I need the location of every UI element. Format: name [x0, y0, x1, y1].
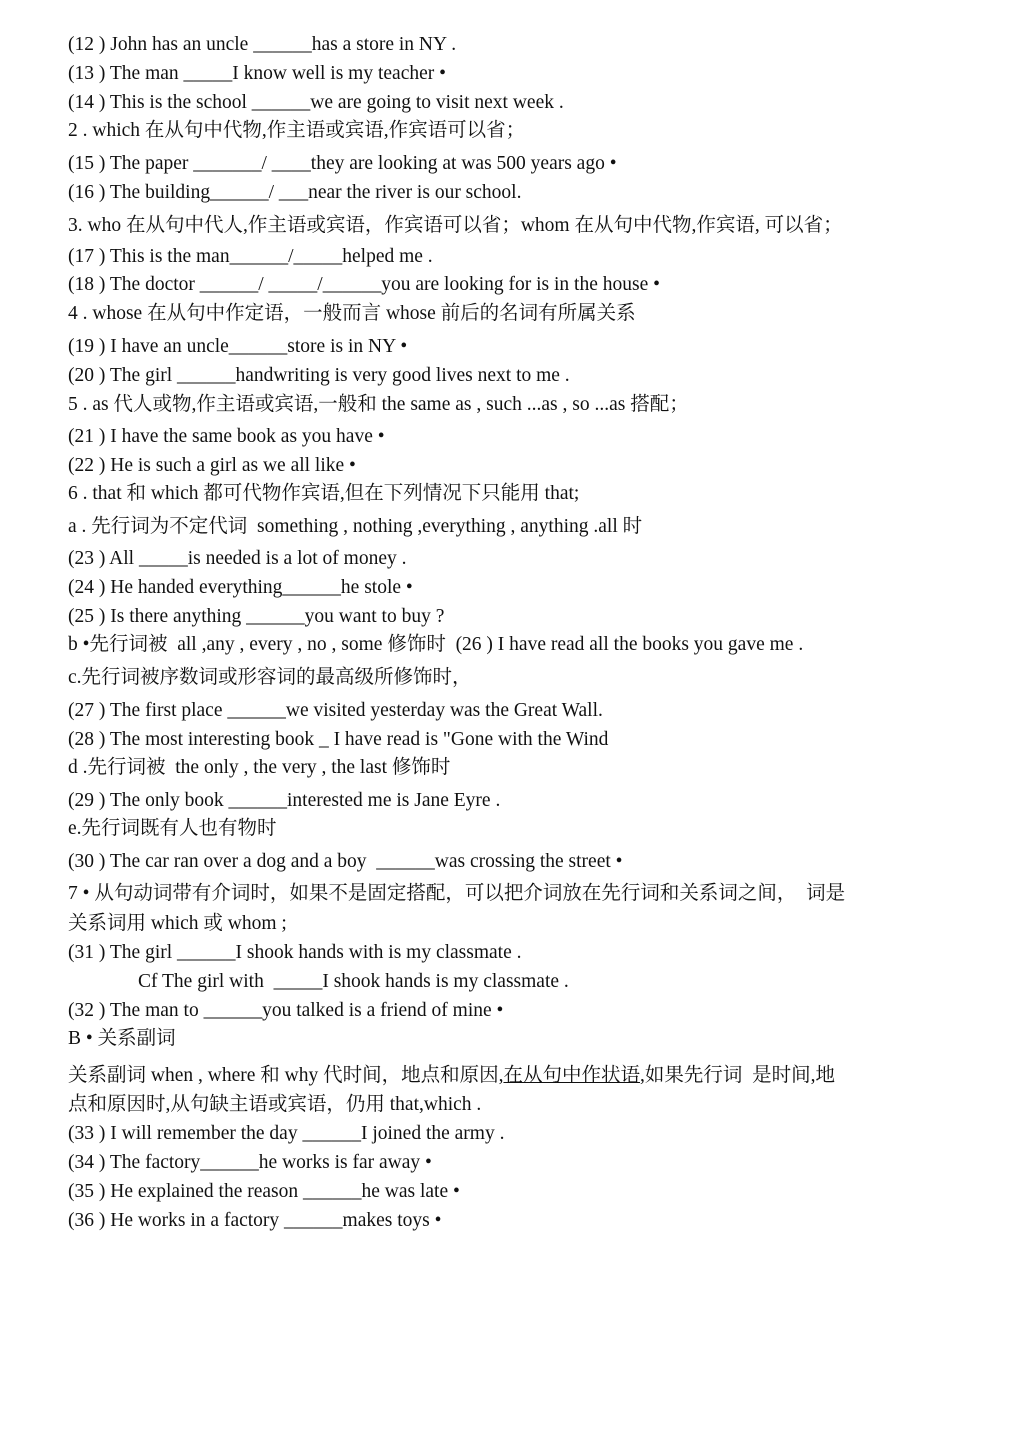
exercise-17: (17 ) This is the man______/_____helped me . [68, 246, 433, 267]
exercise-12: (12 ) John has an uncle ______has a store in NY . [68, 34, 457, 55]
exercise-28: (28 ) The most interesting book _ I have read is "Gone with the Wind [68, 729, 609, 750]
exercise-18: (18 ) The doctor ______/ _____/______you are looking for is in the house • [68, 274, 660, 295]
adverb-intro-line2: 点和原因时,从句缺主语或宾语，仍用 that,which . [68, 1094, 482, 1115]
adverb-intro-line1 [68, 1064, 835, 1088]
exercise-31: (31 ) The girl ______I shook hands with is my classmate . [68, 942, 522, 963]
exercise-15: (15 ) The paper _______/ ____they are looking at was 500 years ago • [68, 153, 617, 174]
exercise-13: (13 ) The man _____I know well is my teacher • [68, 63, 446, 84]
adverb-intro-prefix: 关系副词 when , where 和 why 代时间，地点和原因, [68, 1065, 504, 1086]
rule-whose: 4 . whose 在从句中作定语，一般而言 whose 前后的名词有所属关系 [68, 303, 636, 324]
exercise-16: (16 ) The building______/ ___near the river is our school. [68, 182, 522, 203]
exercise-35: (35 ) He explained the reason ______he was late • [68, 1181, 460, 1202]
rule-e: e.先行词既有人也有物时 [68, 818, 277, 839]
exercise-33: (33 ) I will remember the day ______I joined the army . [68, 1123, 505, 1144]
exercise-20: (20 ) The girl ______handwriting is very good lives next to me . [68, 365, 570, 386]
exercise-14: (14 ) This is the school ______we are going to visit next week . [68, 92, 564, 113]
exercise-19: (19 ) I have an uncle______store is in NY • [68, 336, 408, 357]
rule-which: 2 . which 在从句中代物,作主语或宾语,作宾语可以省； [68, 120, 526, 141]
exercise-23: (23 ) All _____is needed is a lot of money . [68, 548, 407, 569]
adverb-intro-underlined: 在从句中作状语 [503, 1065, 640, 1086]
rule-7-line2: 关系词用 which 或 whom ; [68, 913, 287, 934]
exercise-25: (25 ) Is there anything ______you want to buy ? [68, 606, 445, 627]
exercise-32: (32 ) The man to ______you talked is a friend of mine • [68, 1000, 504, 1021]
exercise-22: (22 ) He is such a girl as we all like • [68, 455, 356, 476]
exercise-34: (34 ) The factory______he works is far away • [68, 1152, 432, 1173]
rule-that-which: 6 . that 和 which 都可代物作宾语,但在下列情况下只能用 that; [68, 483, 580, 504]
rule-b-exercise-26: b •先行词被 all ,any , every , no , some 修饰时 (26 ) I have read all the books you gave me . [68, 634, 804, 655]
rule-7-line1: 7 • 从句动词带有介词时，如果不是固定搭配，可以把介词放在先行词和关系词之间， 词是 [68, 883, 846, 904]
exercise-24: (24 ) He handed everything______he stole • [68, 577, 413, 598]
rule-d: d .先行词被 the only , the very , the last 修饰时 [68, 757, 451, 778]
exercise-29: (29 ) The only book ______interested me is Jane Eyre . [68, 790, 501, 811]
adverb-intro-suffix: ,如果先行词 是时间,地 [639, 1065, 835, 1086]
section-b-heading: B • 关系副词 [68, 1028, 176, 1049]
exercise-31-compare: Cf The girl with _____I shook hands is my classmate . [138, 971, 569, 992]
exercise-21: (21 ) I have the same book as you have • [68, 426, 385, 447]
exercise-36: (36 ) He works in a factory ______makes toys • [68, 1210, 442, 1231]
rule-as: 5 . as 代人或物,作主语或宾语,一般和 the same as , such ...as , so ...as 搭配； [68, 394, 689, 415]
exercise-27: (27 ) The first place ______we visited yesterday was the Great Wall. [68, 700, 603, 721]
rule-c: c.先行词被序数词或形容词的最高级所修饰时， [68, 667, 472, 688]
rule-a: a . 先行词为不定代词 something , nothing ,everything , anything .all 时 [68, 516, 643, 537]
exercise-30: (30 ) The car ran over a dog and a boy ______was crossing the street • [68, 851, 623, 872]
rule-who-whom: 3. who 在从句中代人,作主语或宾语，作宾语可以省；whom 在从句中代物,作宾语, 可以省； [68, 215, 843, 236]
